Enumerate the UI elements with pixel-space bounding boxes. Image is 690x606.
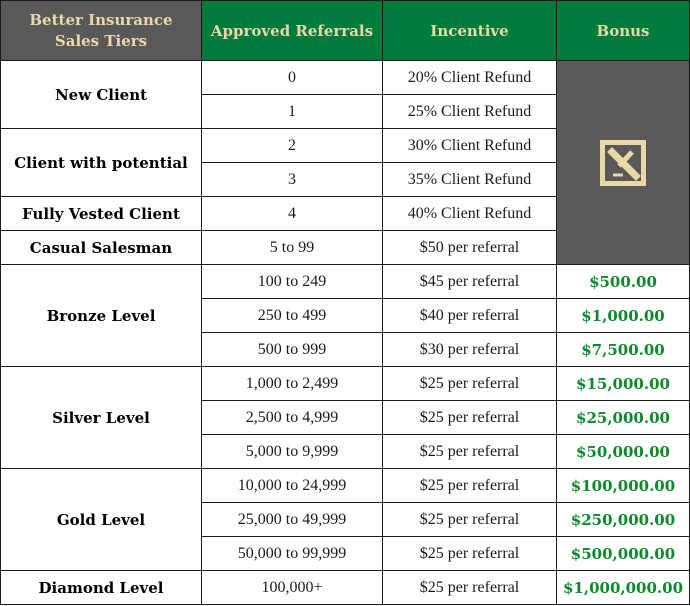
bonus-cell: $50,000.00 — [557, 435, 690, 469]
table-row — [1, 571, 690, 605]
incentive-column-header: Incentive — [383, 1, 557, 61]
incentive-cell: $25 per referral — [383, 367, 557, 401]
bonus-cell: $250,000.00 — [557, 503, 690, 537]
incentive-cell: $40 per referral — [383, 299, 557, 333]
referrals-cell: 4 — [202, 197, 383, 231]
tier-name-cell: Silver Level — [1, 367, 202, 469]
referrals-cell: 5 to 99 — [202, 231, 383, 265]
incentive-cell: 25% Client Refund — [383, 95, 557, 129]
incentive-cell: $25 per referral — [383, 537, 557, 571]
incentive-cell: $50 per referral — [383, 231, 557, 265]
referrals-column-header: Approved Referrals — [202, 1, 383, 61]
referrals-cell: 2,500 to 4,999 — [202, 401, 383, 435]
incentive-cell: $25 per referral — [383, 571, 557, 605]
tier-name-cell: Diamond Level — [1, 571, 202, 605]
bonus-cell: $1,000,000.00 — [557, 571, 690, 605]
table-row — [1, 265, 690, 299]
incentive-cell: 30% Client Refund — [383, 129, 557, 163]
incentive-cell: $45 per referral — [383, 265, 557, 299]
referrals-cell: 100 to 249 — [202, 265, 383, 299]
table-row — [1, 61, 690, 95]
tier-name-cell: Bronze Level — [1, 265, 202, 367]
bonus-cell: $500,000.00 — [557, 537, 690, 571]
x-box-icon — [599, 139, 647, 187]
bonus-cell: $100,000.00 — [557, 469, 690, 503]
tier-name-cell: Fully Vested Client — [1, 197, 202, 231]
bonus-cell: $500.00 — [557, 265, 690, 299]
tier-name-cell: Client with potential — [1, 129, 202, 197]
tier-name-cell: Gold Level — [1, 469, 202, 571]
tier-name-cell: New Client — [1, 61, 202, 129]
bonus-cell: $15,000.00 — [557, 367, 690, 401]
referrals-cell: 100,000+ — [202, 571, 383, 605]
bonus-cell: $25,000.00 — [557, 401, 690, 435]
bonus-cell: $7,500.00 — [557, 333, 690, 367]
tier-table-body — [1, 61, 690, 605]
incentive-cell: 35% Client Refund — [383, 163, 557, 197]
referrals-cell: 2 — [202, 129, 383, 163]
referrals-cell: 250 to 499 — [202, 299, 383, 333]
bonus-cell: $1,000.00 — [557, 299, 690, 333]
tier-column-header: Better Insurance Sales Tiers — [1, 1, 202, 61]
referrals-cell: 0 — [202, 61, 383, 95]
referrals-cell: 1 — [202, 95, 383, 129]
referrals-cell: 50,000 to 99,999 — [202, 537, 383, 571]
referrals-cell: 25,000 to 49,999 — [202, 503, 383, 537]
referrals-cell: 10,000 to 24,999 — [202, 469, 383, 503]
tier-name-cell: Casual Salesman — [1, 231, 202, 265]
referrals-cell: 500 to 999 — [202, 333, 383, 367]
incentive-cell: $30 per referral — [383, 333, 557, 367]
bonus-column-header: Bonus — [557, 1, 690, 61]
table-row — [1, 367, 690, 401]
referrals-cell: 5,000 to 9,999 — [202, 435, 383, 469]
no-bonus-cell — [557, 61, 690, 265]
incentive-cell: $25 per referral — [383, 503, 557, 537]
incentive-cell: $25 per referral — [383, 401, 557, 435]
incentive-cell: $25 per referral — [383, 435, 557, 469]
header-row — [1, 1, 690, 61]
referrals-cell: 1,000 to 2,499 — [202, 367, 383, 401]
referrals-cell: 3 — [202, 163, 383, 197]
table-row — [1, 469, 690, 503]
incentive-cell: 20% Client Refund — [383, 61, 557, 95]
incentive-cell: $25 per referral — [383, 469, 557, 503]
incentive-cell: 40% Client Refund — [383, 197, 557, 231]
